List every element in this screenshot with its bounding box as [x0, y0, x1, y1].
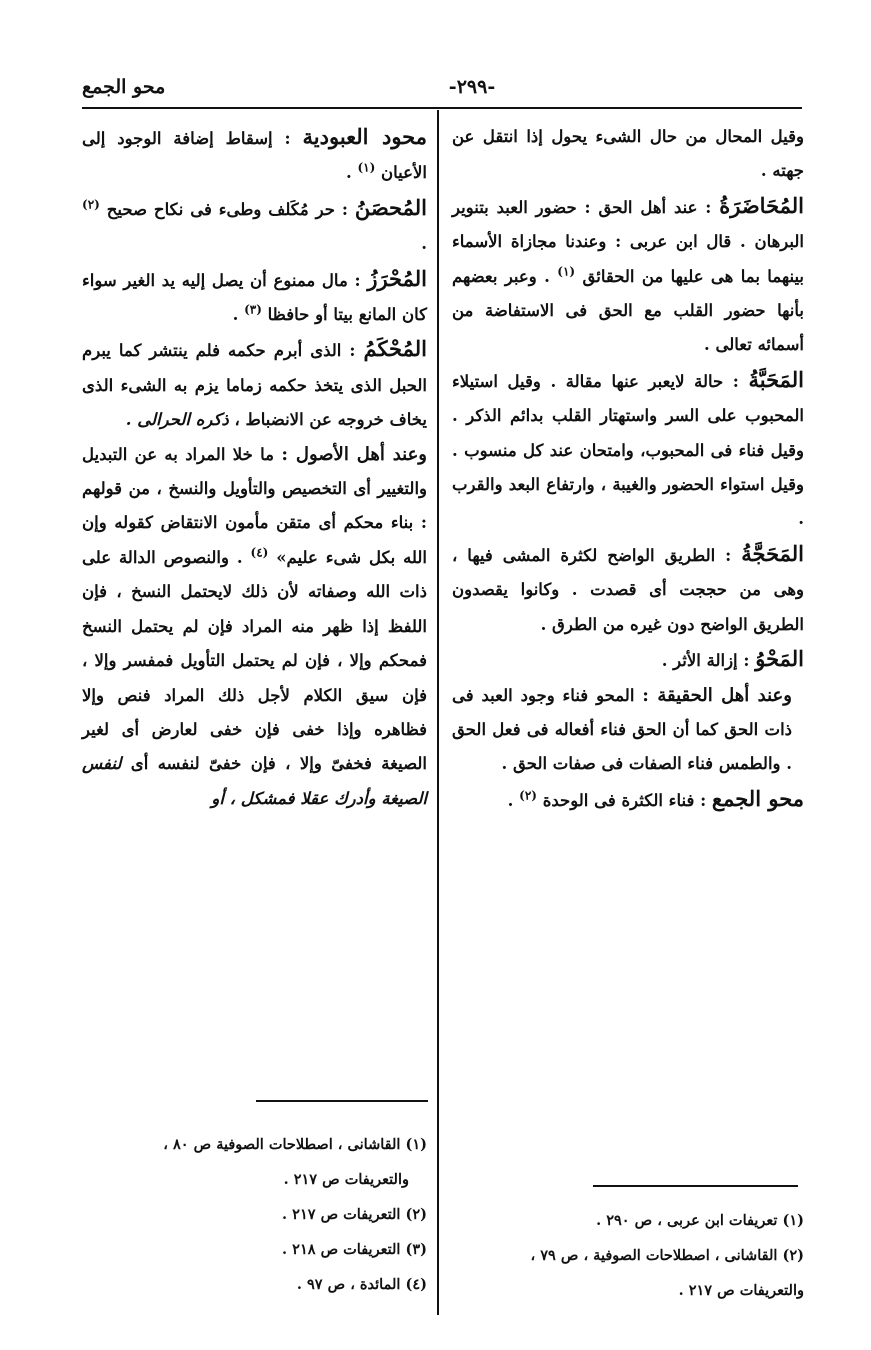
- footnote: والتعريفات ص ٢١٧ .: [678, 1282, 804, 1299]
- entry-text: .: [421, 234, 427, 254]
- entry-text: . وعبر بعضهم بأنها حضور القلب مع الحق فى الاستفاضة من أسمائه تعالى .: [452, 266, 804, 355]
- entry-text: : الذى أبرم حكمه فلم ينتشر كما يبرم الحبل الذى يتخذ حكمه زماما يزم به الشىء الذى يخاف خروجه عن الانضباط ،: [82, 341, 427, 430]
- sub-heading: وعند أهل الأصول :: [281, 443, 428, 465]
- entry-text: : حر مُكَلف وطىء فى نكاح صحيح: [106, 199, 348, 219]
- entry-muhsan: [82, 191, 427, 262]
- entry-text: ما خلا المراد به عن التبديل والتغيير أى التخصيص والتأويل والنسخ ، من قولهم : بناء محكم أى متقن مأمون الانتقاض كقوله وإن الله بكل شىء عليم»: [82, 444, 427, 567]
- footnotes-left: [82, 1127, 427, 1302]
- entry-term: المُحصَنُ: [354, 194, 427, 220]
- entry-text: : حالة لايعبر عنها مقالة . وقيل استيلاء المحبوب على السر واستهتار القلب بدائم الذكر . وقيل فناء فى المحبوب، وامتحان عند كل منسوب . وقيل استواء الحضور والغيبة ، وارتفاع البعد والقرب .: [452, 371, 804, 529]
- entry-continuation: [452, 120, 804, 189]
- entry-muhadara: [452, 189, 804, 363]
- footnote: والتعريفات ص ٢١٧ .: [283, 1171, 409, 1188]
- footnote-marker: (٣): [244, 302, 262, 317]
- entry-term: المَحَجَّةُ: [741, 540, 804, 566]
- entry-attribution: ذكره الحرالى .: [125, 410, 229, 430]
- footnote-marker: (٢): [519, 788, 537, 803]
- entry-muhkam-usul: [82, 438, 427, 816]
- entry-text: : الطريق الواضح لكثرة المشى فيها ، وهى من حججت أى قصدت . وكانوا يقصدون الطريق الواضح دون غيره من الطرق .: [452, 545, 804, 634]
- footnote-marker: (٤): [250, 545, 269, 560]
- footnote: (٢) القاشانى ، اصطلاحات الصوفية ، ص ٧٩ ،: [530, 1247, 804, 1264]
- entry-mahw: [452, 642, 804, 678]
- footnote-marker: (١): [357, 160, 376, 175]
- entry-text-italic: لنفس الصيغة وأدرك عقلا فمشكل ، أو: [82, 754, 427, 808]
- entry-term: محود العبودية: [302, 124, 427, 149]
- footnote-rule-left: [256, 1100, 428, 1102]
- entry-text: : إزالة الأثر .: [661, 651, 750, 671]
- entry-muhkam: [82, 332, 427, 437]
- entry-text: . والنصوص الدالة على ذات الله وصفاته لأن ذلك لايحتمل النسخ ، فإن اللفظ إذا ظهر منه المراد فإن لم يحتمل النسخ فمحكم وإلا ، فإن لم يحتمل التأويل فمفسر وإلا ، فإن سيق الكلام لأجل ذلك المراد فنص وإلا فظاهره وإذا خفى فإن خفى لعارض أى لغير الصيغة فخفىّ وإلا ، فإن خفىّ لنفسه أى: [82, 547, 427, 774]
- entry-mahabba: [452, 363, 804, 537]
- entry-term: المُحْرَزُ: [367, 265, 427, 291]
- header-rule: [82, 107, 802, 109]
- sub-heading: وعند أهل الحقيقة :: [642, 684, 792, 706]
- footnotes-right: [452, 1203, 804, 1308]
- footnote-rule-right: [593, 1185, 798, 1187]
- right-column: [452, 120, 804, 818]
- entry-mahw-al-jam: [452, 782, 804, 818]
- entry-text: المحو فناء وجود العبد فى ذات الحق كما أن الحق فناء أفعاله فى فعل الحق . والطمس فناء الصفات فى صفات الحق .: [452, 685, 792, 774]
- column-divider: [437, 110, 439, 1315]
- footnote: (٣) التعريفات ص ٢١٨ .: [282, 1241, 427, 1258]
- footnote: (٤) المائدة ، ص ٩٧ .: [296, 1276, 427, 1293]
- footnote-marker: (٢): [82, 197, 100, 212]
- entry-mahw-sub: [452, 679, 804, 782]
- entry-term: المُحْكَمُ: [363, 336, 427, 362]
- entry-text: : عند أهل الحق : حضور العبد بتنوير البرهان . قال ابن عربى : وعندنا مجازاة الأسماء بينهما بما هى عليها من الحقائق: [452, 197, 805, 286]
- entry-mahw-al-ubudiyya: [82, 120, 427, 191]
- footnote: (١) تعريفات ابن عربى ، ص ٢٩٠ .: [596, 1212, 804, 1229]
- entry-mahajja: [452, 537, 804, 642]
- entry-term: المَحْوُ: [755, 646, 804, 672]
- entry-text: : فناء الكثرة فى الوحدة: [542, 790, 707, 810]
- entry-term: المُحَاضَرَةُ: [719, 192, 804, 218]
- entry-muhraz: [82, 262, 427, 333]
- running-head: [82, 72, 802, 106]
- entry-text: : إسقاط إضافة الوجود إلى الأعيان: [82, 129, 427, 183]
- entry-text: .: [345, 163, 352, 183]
- entry-term: محو الجمع: [711, 785, 804, 811]
- entry-text: .: [507, 790, 514, 810]
- footnote-marker: (١): [557, 264, 576, 279]
- running-head-word: محو الجمع: [82, 76, 166, 98]
- entry-text: .: [232, 305, 239, 325]
- entry-term: المَحَبَّةُ: [748, 366, 804, 392]
- footnote: (١) القاشانى ، اصطلاحات الصوفية ص ٨٠ ،: [163, 1136, 427, 1153]
- page-number: -٢٩٩-: [448, 76, 496, 98]
- entry-text: وقيل المحال من حال الشىء يحول إذا انتقل عن جهته .: [452, 127, 804, 181]
- footnote: (٢) التعريفات ص ٢١٧ .: [282, 1206, 427, 1223]
- left-column: [82, 120, 427, 816]
- entry-text: : مال ممنوع أن يصل إليه يد الغير سواء كان المانع بيتا أو حافظا: [82, 270, 427, 325]
